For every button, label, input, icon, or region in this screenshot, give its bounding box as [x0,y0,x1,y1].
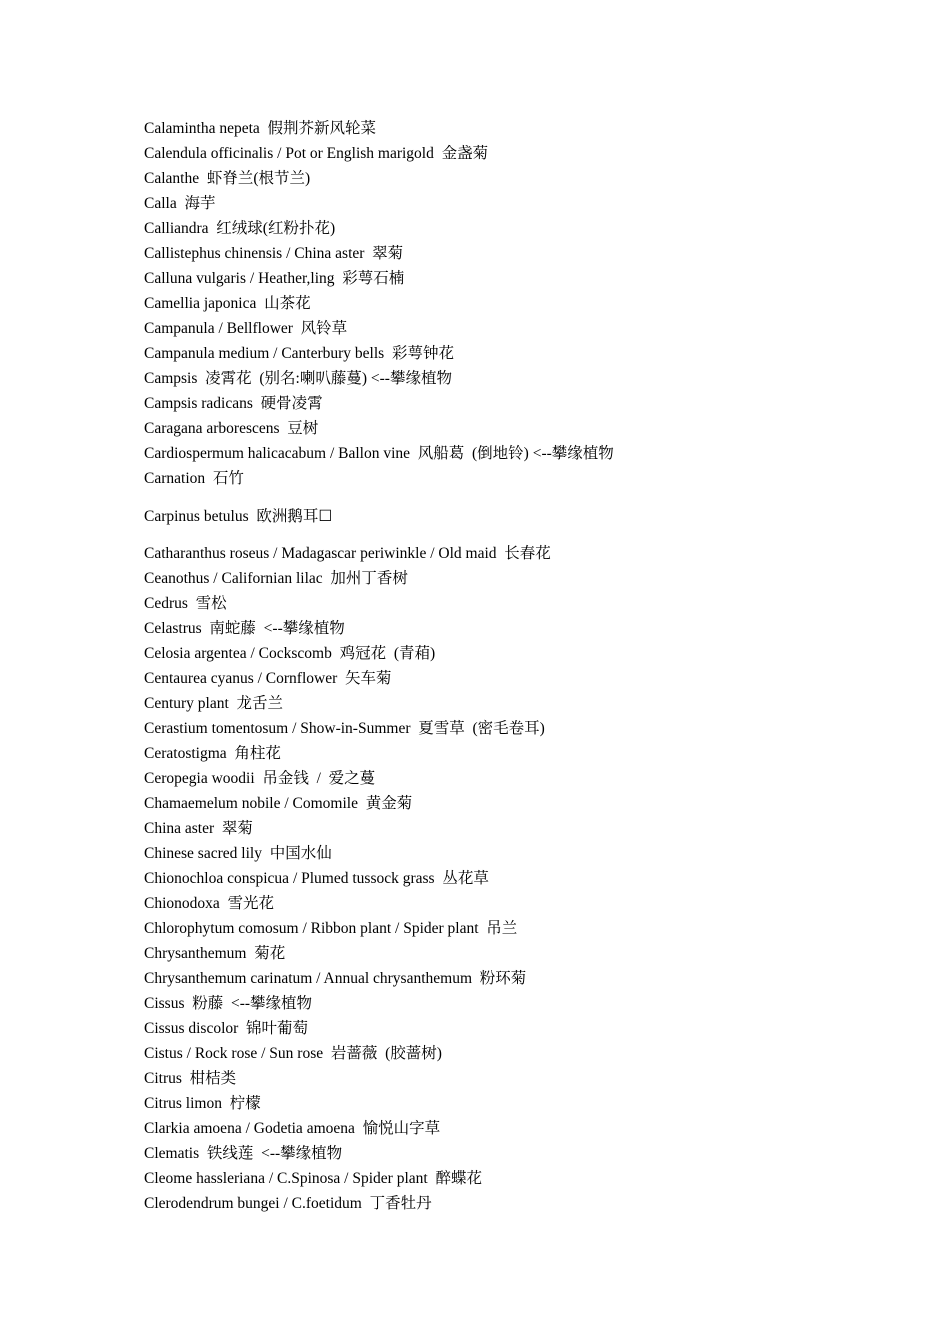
list-item: Cedrus 雪松 [144,595,227,612]
list-item: Chamaemelum nobile / Comomile 黄金菊 [144,795,413,812]
list-item: Cissus discolor 锦叶葡萄 [144,1020,309,1037]
list-item: Catharanthus roseus / Madagascar periwinkle / Old maid 长春花 [144,545,551,562]
list-item: Chlorophytum comosum / Ribbon plant / Spider plant 吊兰 [144,920,518,937]
list-item: Calluna vulgaris / Heather,ling 彩萼石楠 [144,270,405,287]
list-item: Caragana arborescens 豆树 [144,420,319,437]
list-item: Campanula / Bellflower 风铃草 [144,320,348,337]
list-item: Celastrus 南蛇藤 <--攀缘植物 [144,620,345,637]
list-item: Calamintha nepeta 假荆芥新风轮菜 [144,120,377,137]
list-item: Calliandra 红绒球(红粉扑花) [144,220,336,237]
list-item: China aster 翠菊 [144,820,253,837]
list-item: Citrus 柑桔类 [144,1070,237,1087]
list-item: Carnation 石竹 [144,470,244,487]
list-item: Chionodoxa 雪光花 [144,895,275,912]
list-item: Callistephus chinensis / China aster 翠菊 [144,245,404,262]
list-item: Ceanothus / Californian lilac 加州丁香树 [144,570,408,587]
list-item: Clarkia amoena / Godetia amoena 愉悦山字草 [144,1120,441,1137]
list-item: Campanula medium / Canterbury bells 彩萼钟花 [144,345,454,362]
list-item: Chrysanthemum carinatum / Annual chrysanthemum 粉环菊 [144,970,527,987]
list-item: Cerastium tomentosum / Show-in-Summer 夏雪草 (密毛卷耳) [144,720,545,737]
plant-name-list [144,116,904,1216]
list-item: Cistus / Rock rose / Sun rose 岩蔷薇 (胶蔷树) [144,1045,442,1062]
list-item: Ceratostigma 角柱花 [144,745,281,762]
list-item: Calendula officinalis / Pot or English marigold 金盏菊 [144,145,489,162]
list-item: Chinese sacred lily 中国水仙 [144,845,332,862]
list-item: Ceropegia woodii 吊金钱 / 爱之蔓 [144,770,376,787]
list-item: Century plant 龙舌兰 [144,695,284,712]
list-item: Chrysanthemum 菊花 [144,945,286,962]
list-item: Clematis 铁线莲 <--攀缘植物 [144,1145,343,1162]
list-item: Calanthe 虾脊兰(根节兰) [144,170,311,187]
list-item: Cissus 粉藤 <--攀缘植物 [144,995,313,1012]
list-item: Celosia argentea / Cockscomb 鸡冠花 (青葙) [144,645,436,662]
list-item: Campsis radicans 硬骨凌霄 [144,395,323,412]
list-item: Centaurea cyanus / Cornflower 矢车菊 [144,670,392,687]
list-item: Cleome hassleriana / C.Spinosa / Spider plant 醉蝶花 [144,1170,482,1187]
list-item: Cardiospermum halicacabum / Ballon vine 风船葛 (倒地铃) <--攀缘植物 [144,445,614,462]
list-item: Chionochloa conspicua / Plumed tussock grass 丛花草 [144,870,489,887]
list-item: Citrus limon 柠檬 [144,1095,261,1112]
list-item: Carpinus betulus 欧洲鹅耳☐ [144,508,333,525]
list-item: Calla 海芋 [144,195,216,212]
list-item: Camellia japonica 山茶花 [144,295,311,312]
list-item: Campsis 凌霄花 (别名:喇叭藤蔓) <--攀缘植物 [144,370,452,387]
list-item: Clerodendrum bungei / C.foetidum 丁香牡丹 [144,1195,432,1212]
